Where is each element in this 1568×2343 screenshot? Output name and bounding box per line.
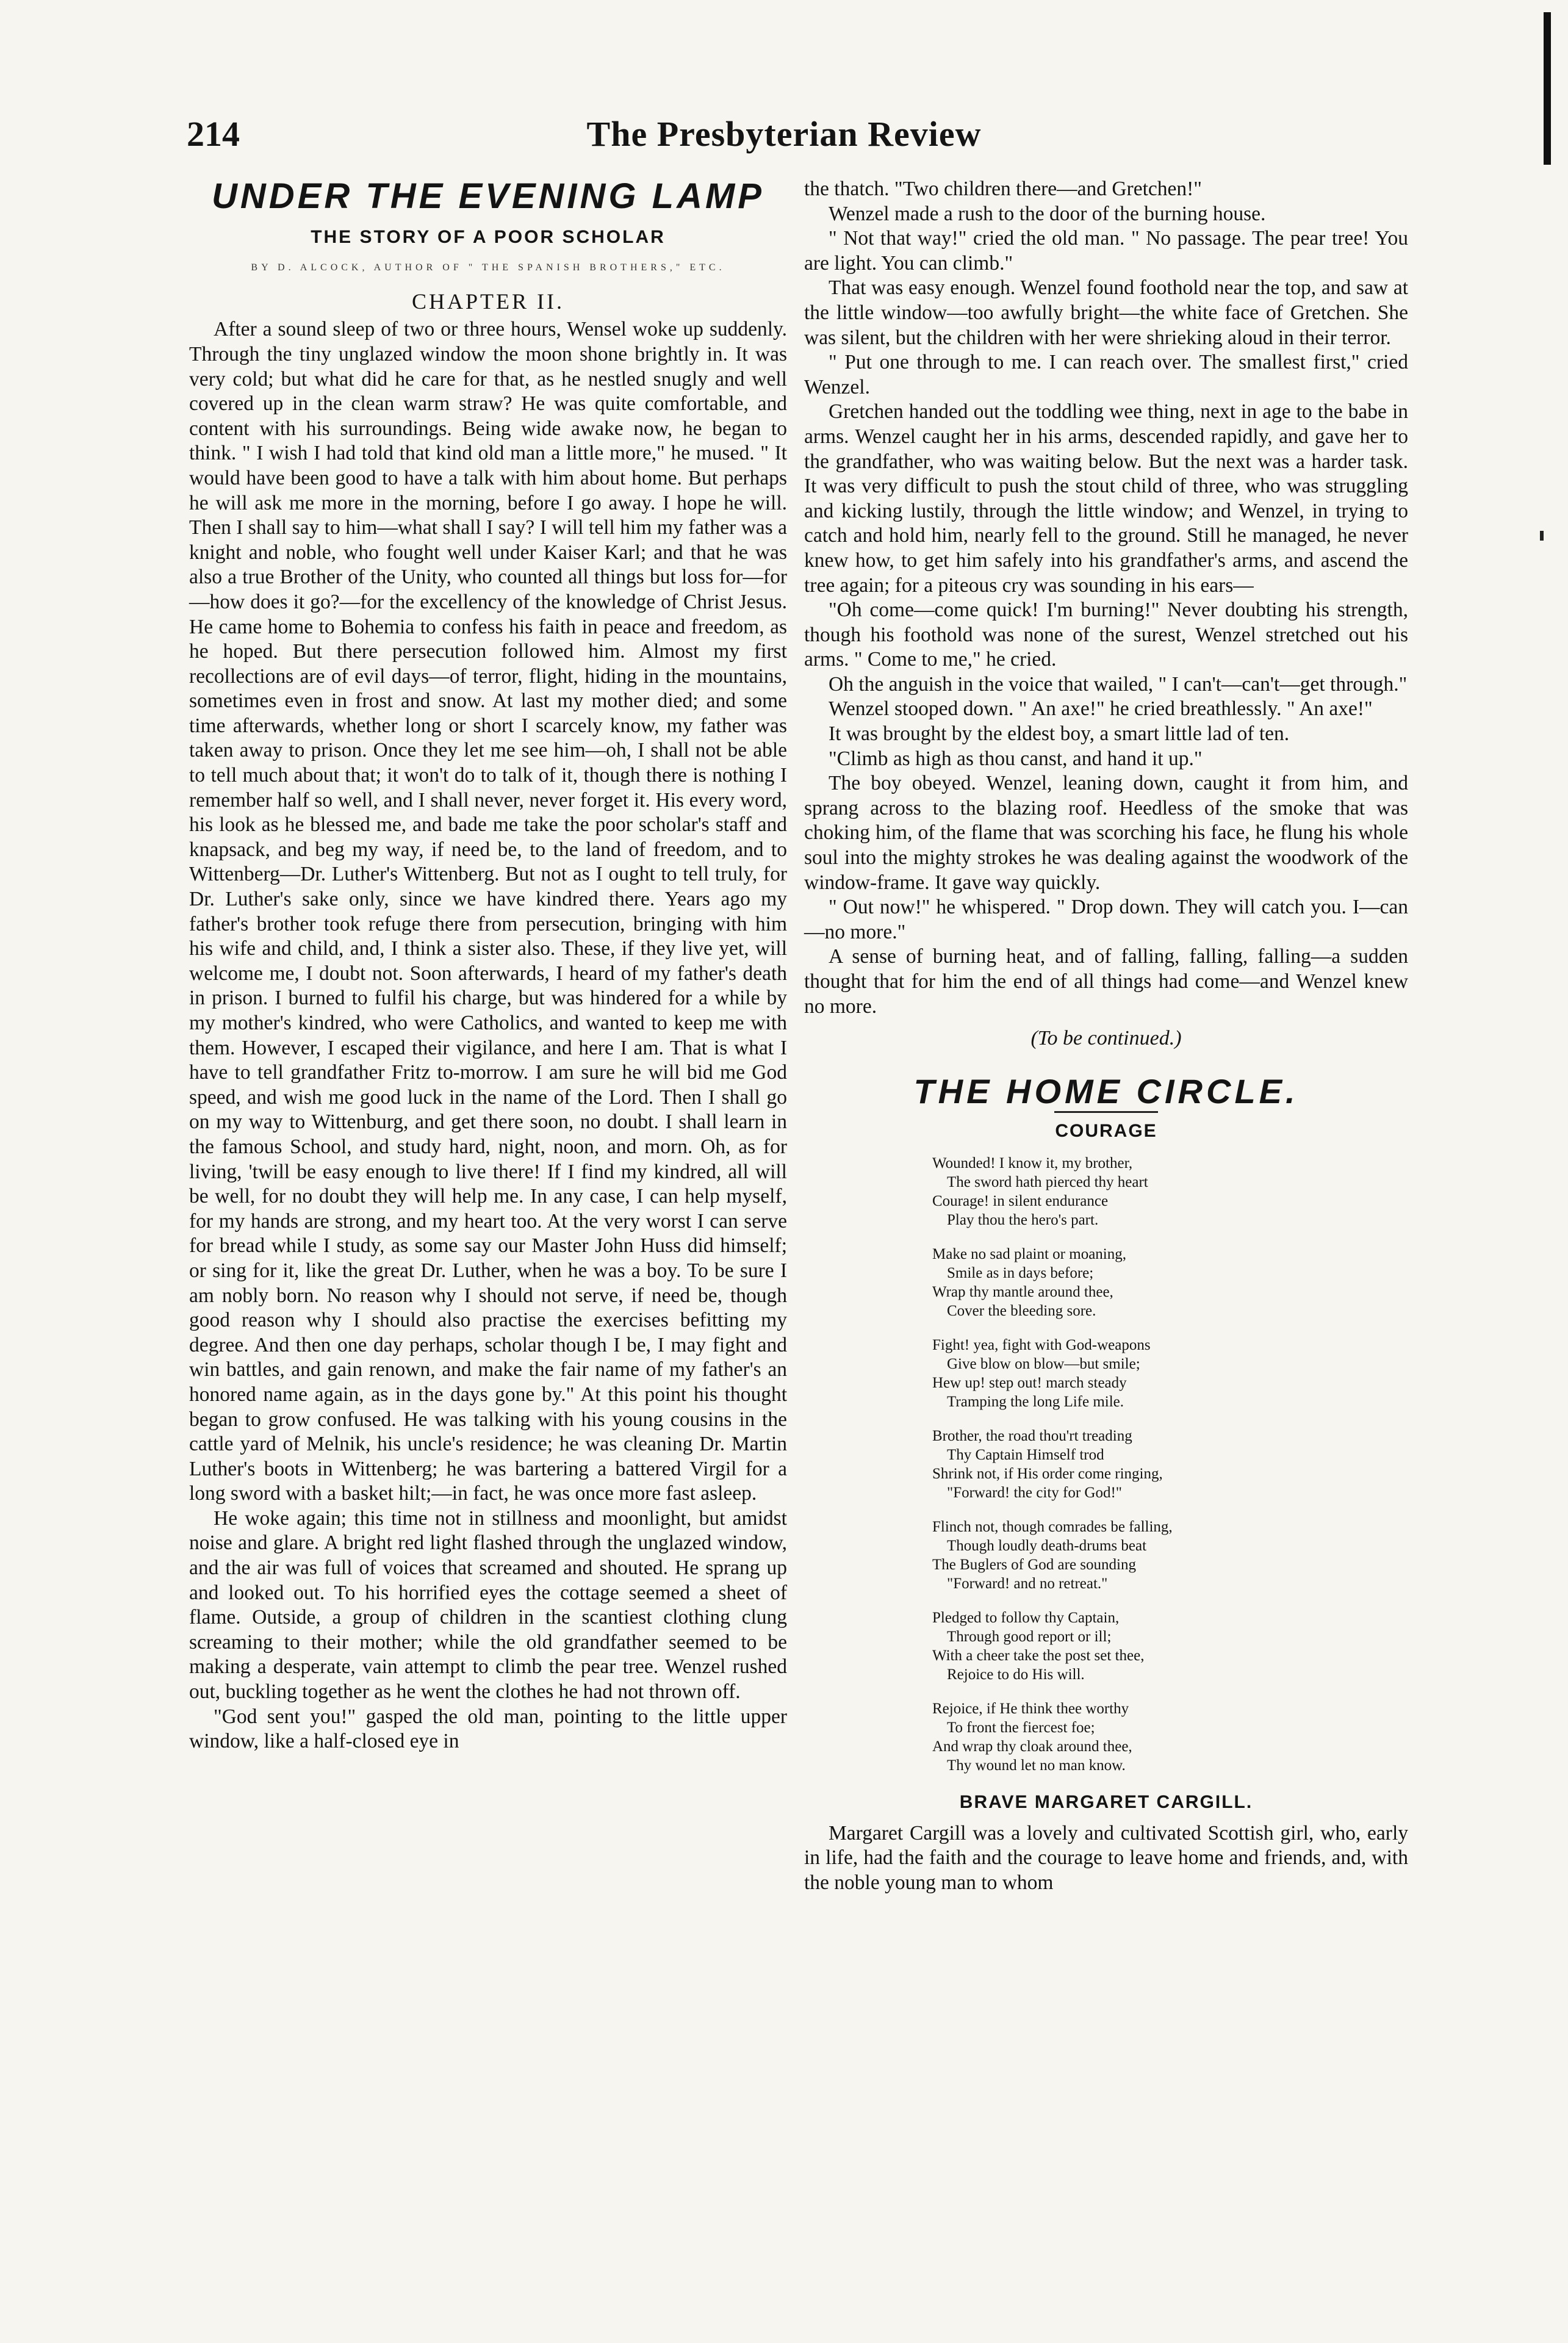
poem-line: Smile as in days before; [947,1264,1094,1281]
poem-stanza [932,1336,1408,1411]
poem-stanza [932,1517,1408,1593]
poem-line: The Buglers of God are sounding [932,1556,1136,1573]
poem-line: The sword hath pierced thy heart [947,1173,1148,1190]
story-paragraph: He woke again; this time not in stillness and moonlight, but amidst noise and glare. A bright red light flashed through the unglazed window, and the air was full of voices that screamed and shouted. He sprang up and looked out. To his horrified eyes the cottage seemed a sheet of flame. Outside, a group of children in the scantiest clothing clung screaming to their mother; while the old grandfather seemed to be making a desperate, vain attempt to climb the pear tree. Wenzel rushed out, buckling together as he went the clothes he had not thrown off. [189,1506,787,1704]
poem-stanza [932,1699,1408,1775]
story-byline: BY D. ALCOCK, AUTHOR OF " THE SPANISH BROTHERS," ETC. [251,262,725,273]
poem-line: Play thou the hero's part. [947,1211,1099,1228]
poem-title: COURAGE [1055,1121,1157,1142]
story-paragraph: After a sound sleep of two or three hours, Wensel woke up suddenly. Through the tiny unglazed window the moon shone brightly in. It was very cold; but what did he care for that, as he nestled snugly and well covered up in the clean warm straw? He was quite comfortable, and content with his surroundings. Being wide awake now, he began to think. " I wish I had told that kind old man a little more," he mused. " It would have been good to have a talk with him about home. But perhaps he will ask me more in the morning, before I go away. I hope he will. Then I shall say to him—what shall I say? I will tell him my father was a knight and noble, who fought well under Kaiser Karl; and that he was also a true Brother of the Unity, who counted all things but loss for—for—how does it go?—for the excellency of the knowledge of Christ Jesus. He came home to Bohemia to confess his faith in peace and freedom, as he hoped. But there persecution followed him. Almost my first recollections are of evil days—of terror, flight, hiding in the mountains, sometimes even in frost and snow. At last my mother died; and some time afterwards, whether long or short I scarcely know, my father was taken away to prison. Once they let me see him—oh, I shall not be able to tell much about that; it won't do to talk of it, though there is nothing I remember half so well, and I shall never, never forget it. His every word, his look as he blessed me, and bade me take the poor scholar's staff and knapsack, and beg my way, if need be, to the land of freedom, and to Wittenberg—Dr. Luther's Wittenberg. But not as I ought to tell truly, for Dr. Luther's sake only, since we have kindred there. Years ago my father's brother took refuge there from persecution, bringing with him his wife and child, and, I think a sister also. These, if they live yet, will welcome me, I doubt not. Soon afterwards, I heard of my father's death in prison. I burned to fulfil his charge, but was hindered for a while by my mother's kindred, who were Catholics, and wanted to keep me with them. However, I escaped their vigilance, and here I am. That is what I have to tell grandfather Fritz to-morrow. I am sure he will bid me God speed, and wish me good luck in the name of the Lord. Then I shall go on my way to Wittenburg, and get there soon, no doubt. I shall learn in the famous School, and study hard, night, noon, and morn. Oh, as for living, 'twill be easy enough to live there! If I find my kindred, all will be well, for no doubt they will help me. In any case, I can help myself, for my hands are strong, and my heart too. At the very worst I can serve for bread while I study, as some say our Master John Huss did himself; or sing for it, like the great Dr. Luther, when he was a boy. To be sure I am nobly born. No reason why I should not serve, if need be, though good reason why I should also practise the exercises befitting my degree. And then one day perhaps, scholar though I be, I may fight and win battles, and gain renown, and make the fair name of my father's an honored name again, as in the days gone by." At this point his thought began to grow confused. He was talking with his young cousins in the cattle yard of Melnik, his uncle's residence; he was cleaning Dr. Martin Luther's boots in Wittenberg; he was bartering a battered Virgil for a long sword with a basket hilt;—in fact, he was once more fast asleep. [189,318,787,1505]
story-paragraph: Wenzel stooped down. " An axe!" he cried breathlessly. " An axe!" [829,697,1373,721]
story-paragraph: " Out now!" he whispered. " Drop down. They will catch you. I—can—no more." [804,896,1408,943]
poem-line: Courage! in silent endurance [932,1192,1109,1209]
poem-line: Cover the bleeding sore. [947,1302,1096,1319]
poem-line: Shrink not, if His order come ringing, [932,1465,1163,1482]
poem-line: To front the fiercest foe; [947,1719,1095,1736]
story-subtitle: THE STORY OF A POOR SCHOLAR [311,226,666,247]
continued-note: (To be continued.) [1030,1027,1182,1050]
poem-line: Pledged to follow thy Captain, [932,1609,1120,1626]
story-paragraph: It was brought by the eldest boy, a smart little lad of ten. [829,722,1290,746]
poem-line: Flinch not, though comrades be falling, [932,1518,1173,1535]
right-column [804,177,1408,1895]
poem-line: Rejoice, if He think thee worthy [932,1700,1129,1717]
closing-paragraph: Margaret Cargill was a lovely and cultivated Scottish girl, who, early in life, had the faith and the courage to leave home and friends, and, with the noble young man to whom [804,1821,1408,1894]
story-paragraph: the thatch. "Two children there—and Gretchen!" [804,178,1202,200]
poem-line: With a cheer take the post set thee, [932,1647,1145,1664]
story-paragraph: "Oh come—come quick! I'm burning!" Never doubting his strength, though his foothold was none of the surest, Wenzel stretched out his arms. " Come to me," he cried. [804,599,1408,671]
poem-stanza [932,1154,1408,1229]
journal-title: The Presbyterian Review [586,114,982,154]
poem-stanza [932,1608,1408,1684]
poem-line: Rejoice to do His will. [947,1666,1085,1683]
story-paragraph: " Not that way!" cried the old man. " No passage. The pear tree! You are light. You can climb." [804,227,1408,275]
poem-line: Wrap thy mantle around thee, [932,1283,1113,1300]
poem-line: Give blow on blow—but smile; [947,1355,1140,1372]
poem-line: Wounded! I know it, my brother, [932,1154,1133,1172]
chapter-heading: CHAPTER II. [412,289,564,314]
poem-line: "Forward! and no retreat." [947,1575,1108,1592]
story-paragraph: Gretchen handed out the toddling wee thing, next in age to the babe in arms. Wenzel caught her in his arms, descended rapidly, and gave her to the grandfather, who was waiting below. But the next was a harder task. It was very difficult to push the stout child of three, who was struggling and kicking lustily, through the little window; and Wenzel, in trying to catch and hold him, nearly fell to the ground. Still he managed, he never knew how, to get him safely into his grandfather's arms, and ascend the tree again; for a piteous cry was sounding in his ears— [804,400,1408,597]
poem-line: "Forward! the city for God!" [947,1484,1122,1501]
poem-line: Tramping the long Life mile. [947,1393,1124,1410]
story-paragraph: " Put one through to me. I can reach over. The smallest first," cried Wenzel. [804,351,1408,398]
poem-line: Through good report or ill; [947,1628,1112,1645]
poem-line: Though loudly death-drums beat [947,1537,1147,1554]
poem-line: Fight! yea, fight with God-weapons [932,1336,1151,1353]
section-title: THE HOME CIRCLE. [913,1071,1299,1110]
poem-line: And wrap thy cloak around thee, [932,1738,1132,1755]
poem-stanza [932,1245,1408,1320]
story-paragraph: That was easy enough. Wenzel found foothold near the top, and saw at the little window—too awfully bright—the white face of Gretchen. She was silent, but the children with her were shrieking aloud in their terror. [804,276,1408,349]
poem-line: Make no sad plaint or moaning, [932,1245,1126,1262]
story-paragraph: Wenzel made a rush to the door of the burning house. [829,202,1266,225]
story-paragraph: "God sent you!" gasped the old man, pointing to the little upper window, like a half-closed eye in [189,1705,787,1753]
story-paragraph: Oh the anguish in the voice that wailed, " I can't—can't—get through." [829,672,1408,696]
section-rule [1054,1111,1158,1113]
poem [932,1154,1408,1775]
left-column [189,177,787,1754]
story-title: UNDER THE EVENING LAMP [212,176,764,216]
stray-mark [1540,531,1544,541]
poem-line: Thy wound let no man know. [947,1757,1126,1774]
page-number: 214 [187,114,240,154]
poem-line: Brother, the road thou'rt treading [932,1427,1132,1444]
poem-line: Hew up! step out! march steady [932,1374,1127,1391]
poem-line: Thy Captain Himself trod [947,1446,1104,1463]
sub-heading: BRAVE MARGARET CARGILL. [959,1791,1253,1812]
poem-stanza [932,1427,1408,1502]
story-paragraph: A sense of burning heat, and of falling, falling, falling—a sudden thought that for him the end of all things had come—and Wenzel knew no more. [804,945,1408,1018]
story-paragraph: The boy obeyed. Wenzel, leaning down, caught it from him, and sprang across to the blazing roof. Heedless of the smoke that was choking him, of the flame that was scorching his face, he flung his whole soul into the mighty strokes he was dealing against the woodwork of the window-frame. It gave way quickly. [804,772,1408,894]
story-paragraph: "Climb as high as thou canst, and hand it up." [829,747,1203,770]
